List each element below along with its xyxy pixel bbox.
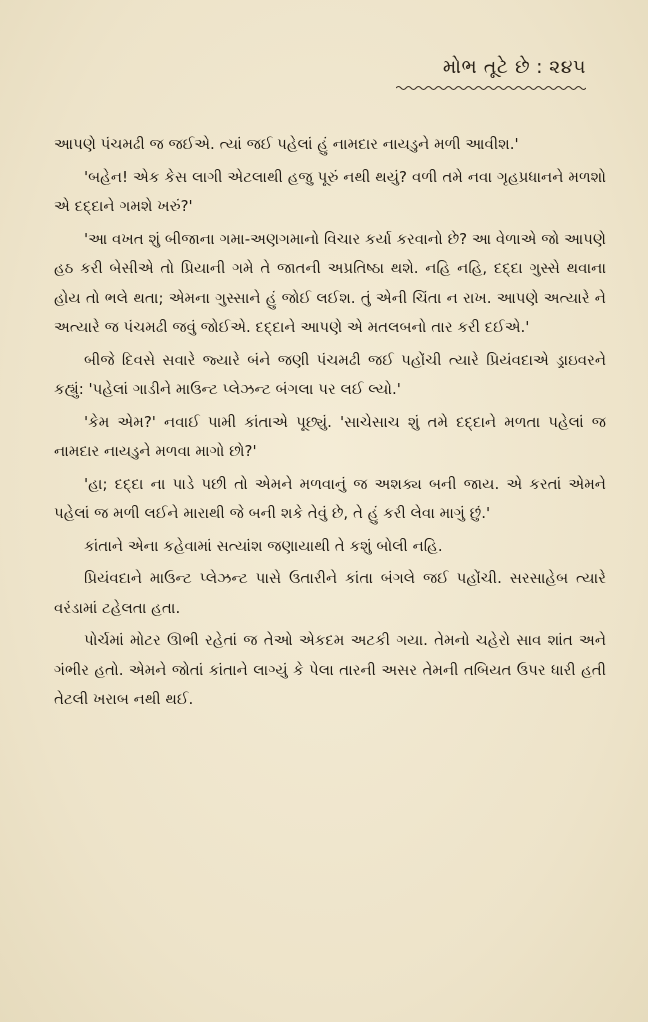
paragraph: પોર્ચમાં મોટર ઊભી રહેતાં જ તેઓ એકદમ અટકી ગયા. તેમનો ચહેરો સાવ શાંત અને ગંભીર હતો. એમને જોતાં કાંતાને લાગ્યું કે પેલા તારની અસર તેમની તબિયત ઉપર ધારી હતી તેટલી ખરાબ નથી થઈ. [54,631,606,708]
page-header [396,56,586,96]
page-number: ૨૪૫ [549,56,586,78]
paragraph: બીજે દિવસે સવારે જ્યારે બંને જણી પંચમઢી જઈ પહોંચી ત્યારે પ્રિયંવદાએ ડ્રાઇવરને કહ્યું: 'પહેલાં ગાડીને માઉન્ટ પ્લેઝન્ટ બંગલા પર લઈ લ્યો.' [54,350,606,398]
wavy-rule-ornament [396,85,586,91]
paragraph: કાંતાને એના કહેવામાં સત્યાંશ જણાયાથી તે કશું બોલી નહિ. [84,536,443,555]
body-text [54,130,606,718]
paragraph: 'બહેન! એક કેસ લાગી એટલાથી હજુ પૂરું નથી થયું? વળી તમે નવા ગૃહપ્રધાનને મળશો એ દદ્દાને ગમશે ખરું?' [54,167,606,215]
paragraph: 'હા; દદ્દા ના પાડે પછી તો એમને મળવાનું જ અશક્ય બની જાય. એ કરતાં એમને પહેલાં જ મળી લઈને મારાથી જે બની શકે તેવું છે, તે હું કરી લેવા માગું છું.' [54,474,606,522]
paragraph: 'આ વખત શું બીજાના ગમા-અણગમાનો વિચાર કર્યા કરવાનો છે? આ વેળાએ જો આપણે હઠ કરી બેસીએ તો પ્રિયાની ગમે તે જાતની અપ્રતિષ્ઠા થશે. નહિ નહિ, દદ્દા ગુસ્સે થવાના હોય તો ભલે થતા; એમના ગુસ્સાને હું જોઈ લઈશ. તું એની ચિંતા ન રાખ. આપણે અત્યારે ને અત્યારે જ પંચમઢી જવું જોઈએ. દદ્દાને આપણે એ મતલબનો તાર કરી દઈએ.' [54,229,606,336]
paragraph: 'કેમ એમ?' નવાઈ પામી કાંતાએ પૂછ્યું. 'સાચેસાચ શું તમે દદ્દાને મળતા પહેલાં જ નામદાર નાયડુને મળવા માગો છો?' [54,412,606,460]
running-title: મોભ તૂટે છે [442,56,531,78]
running-header [396,56,586,78]
paragraph: આપણે પંચમઢી જ જઈએ. ત્યાં જઈ પહેલાં હું નામદાર નાયડુને મળી આવીશ.' [54,135,519,153]
paragraph: પ્રિયંવદાને માઉન્ટ પ્લેઝન્ટ પાસે ઉતારીને કાંતા બંગલે જઈ પહોંચી. સરસાહેબ ત્યારે વરંડામાં ટહેલતા હતા. [54,569,606,617]
header-separator: : [536,56,544,78]
